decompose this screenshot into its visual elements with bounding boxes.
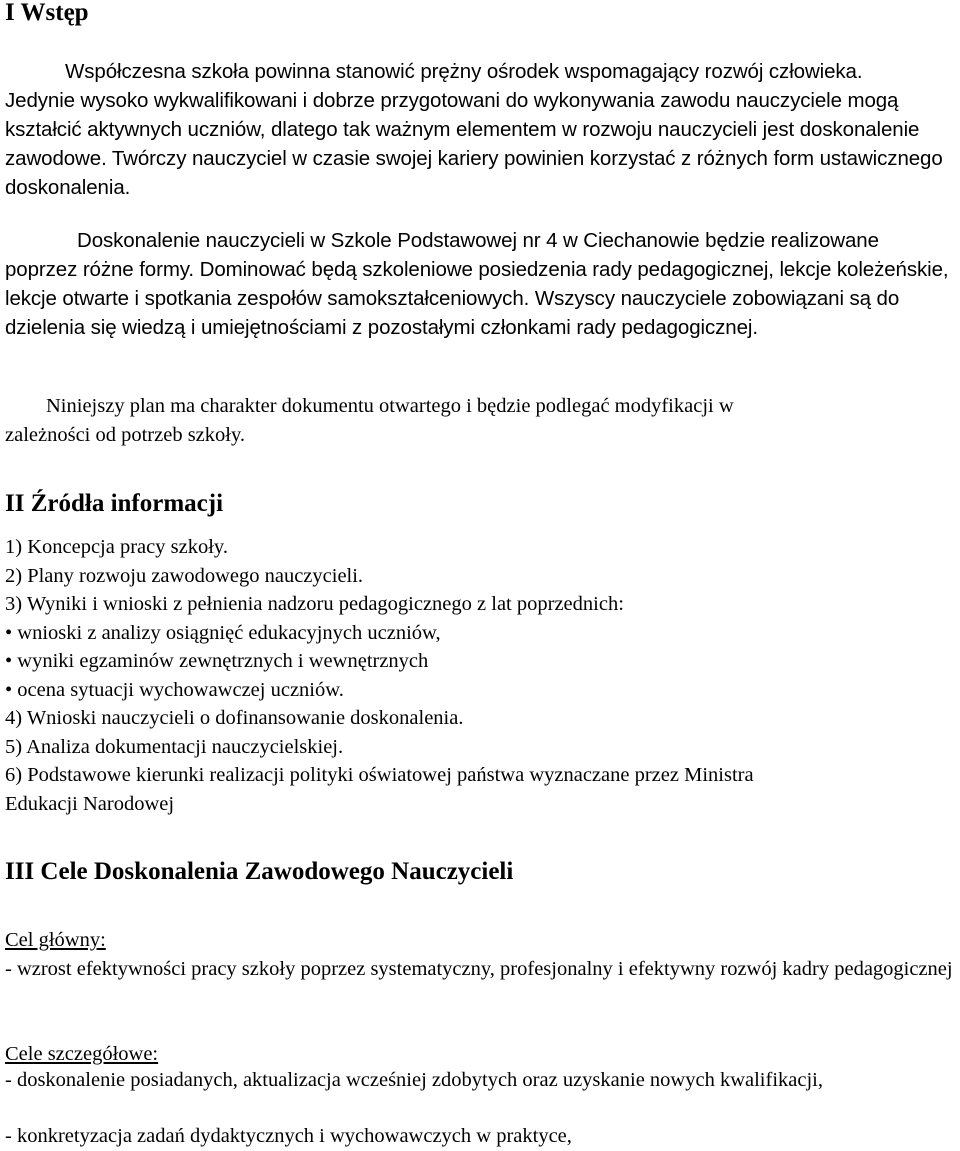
list-item: 3) Wyniki i wnioski z pełnienia nadzoru pedagogicznego z lat poprzednich: — [5, 593, 624, 615]
bullet-item: • ocena sytuacji wychowawczej uczniów. — [5, 679, 344, 701]
list-item: 6) Podstawowe kierunki realizacji polityki oświatowej państwa wyznaczane przez Ministra — [5, 764, 754, 786]
bullet-item: • wnioski z analizy osiągnięć edukacyjnych uczniów, — [5, 622, 441, 644]
paragraph3-first-line: Niniejszy plan ma charakter dokumentu otwartego i będzie podlegać modyfikacji w — [46, 395, 734, 417]
list-item-continuation: Edukacji Narodowej — [5, 793, 175, 815]
list-item: 1) Koncepcja pracy szkoły. — [5, 536, 228, 558]
list-item: 2) Plany rozwoju zawodowego nauczycieli. — [5, 565, 364, 587]
main-goal-text: - wzrost efektywności pracy szkoły poprzez systematyczny, profesjonalny i efektywny rozwój kadry pedagogicznej — [5, 958, 953, 980]
section-heading-wstep: I Wstęp — [5, 0, 89, 26]
list-item: 4) Wnioski nauczycieli o dofinansowanie doskonalenia. — [5, 707, 464, 729]
paragraph2-body: poprzez różne formy. Dominować będą szkoleniowe posiedzenia rady pedagogicznej, lekcje koleżeńskie, lekcje otwarte i spotkania zespołów samokształceniowych. Wszyscy nauczyciele zobowiązani są do dzielenia się wiedzą i umiejętnościami z pozostałymi członkami rady pedagogicznej. — [5, 258, 949, 339]
specific-goal-2: - konkretyzacja zadań dydaktycznych i wychowawczych w praktyce, — [5, 1125, 572, 1147]
paragraph1-first-line: Współczesna szkoła powinna stanowić prężny ośrodek wspomagający rozwój człowieka. — [65, 60, 863, 83]
section-heading-zrodla: II Źródła informacji — [5, 490, 224, 517]
paragraph3-rest: zależności od potrzeb szkoły. — [5, 424, 246, 446]
paragraph1-body: Jedynie wysoko wykwalifikowani i dobrze przygotowani do wykonywania zawodu nauczyciele mogą kształcić aktywnych uczniów, dlatego tak ważnym elementem w rozwoju nauczycieli jest doskonalenie zawodowe. Twórczy nauczyciel w czasie swojej kariery powinien korzystać z różnych form ustawicznego doskonalenia. — [5, 89, 943, 199]
list-item: 5) Analiza dokumentacji nauczycielskiej. — [5, 736, 344, 758]
specific-goal-1: - doskonalenie posiadanych, aktualizacja wcześniej zdobytych oraz uzyskanie nowych kwalifikacji, — [5, 1069, 823, 1091]
section-heading-cele: III Cele Doskonalenia Zawodowego Nauczycieli — [5, 858, 514, 885]
main-goal-label: Cel główny: — [5, 929, 106, 951]
bullet-item: • wyniki egzaminów zewnętrznych i wewnętrznych — [5, 650, 429, 672]
specific-goals-label: Cele szczegółowe: — [5, 1043, 159, 1065]
paragraph2-first-line: Doskonalenie nauczycieli w Szkole Podstawowej nr 4 w Ciechanowie będzie realizowane — [77, 229, 879, 252]
